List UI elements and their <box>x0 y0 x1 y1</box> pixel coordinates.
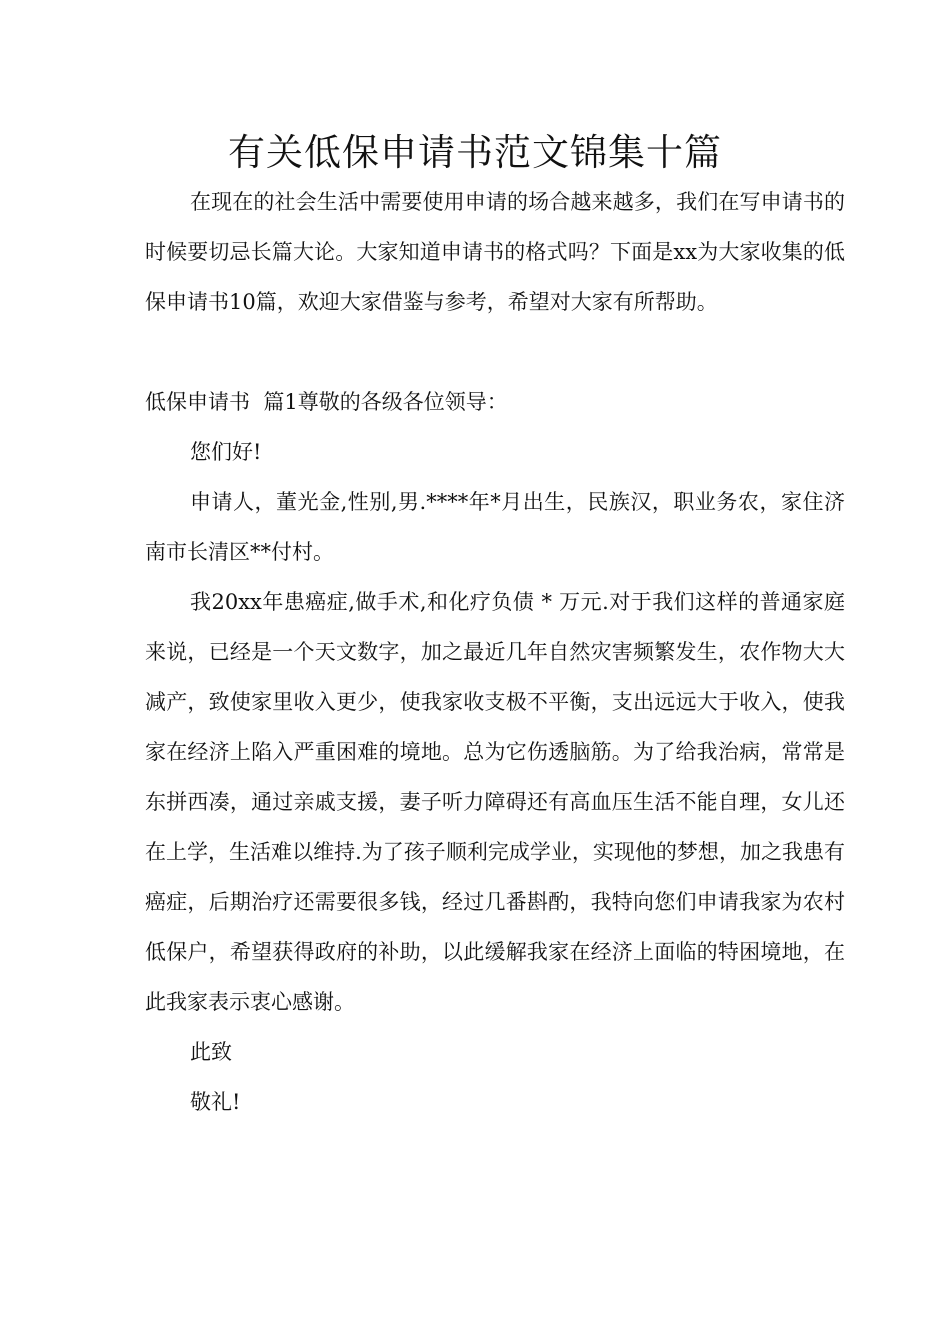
salutation: 尊敬的各级各位领导： <box>297 390 508 414</box>
document-body <box>145 177 845 1127</box>
greeting: 您们好! <box>190 440 262 464</box>
blank-line <box>145 327 845 377</box>
body-paragraph-situation: 我20xx年患癌症,做手术,和化疗负债 * 万元.对于我们这样的普通家庭来说，已经是一个天文数字，加之最近几年自然灾害频繁发生，农作物大大减产，致使家里收入更少，使我家收支极不平衡，支出远远大于收入，使我家在经济上陷入严重困难的境地。总为它伤透脑筋。为了给我治病，常常是东拼西凑，通过亲戚支援，妻子听力障碍还有高血压生活不能自理，女儿还在上学，生活难以维持.为了孩子顺利完成学业，实现他的梦想，加之我患有癌症，后期治疗还需要很多钱，经过几番斟酌，我特向您们申请我家为农村低保户，希望获得政府的补助，以此缓解我家在经济上面临的特困境地，在此我家表示衷心感谢。 <box>145 590 845 1014</box>
closing-cizhi: 此致 <box>190 1040 232 1064</box>
section-heading: 低保申请书 篇1 <box>145 390 298 414</box>
intro-paragraph: 在现在的社会生活中需要使用申请的场合越来越多，我们在写申请书的时候要切忌长篇大论。大家知道申请书的格式吗？下面是xx为大家收集的低保申请书10篇，欢迎大家借鉴与参考，希望对大家有所帮助。 <box>145 190 845 314</box>
section-heading-line <box>145 377 845 427</box>
document-title: 有关低保申请书范文锦集十篇 <box>228 131 722 174</box>
closing-jingli: 敬礼! <box>190 1090 241 1114</box>
body-paragraph-applicant: 申请人，董光金,性别,男.****年*月出生，民族汉，职业务农，家住济南市长清区**付村。 <box>145 490 845 564</box>
